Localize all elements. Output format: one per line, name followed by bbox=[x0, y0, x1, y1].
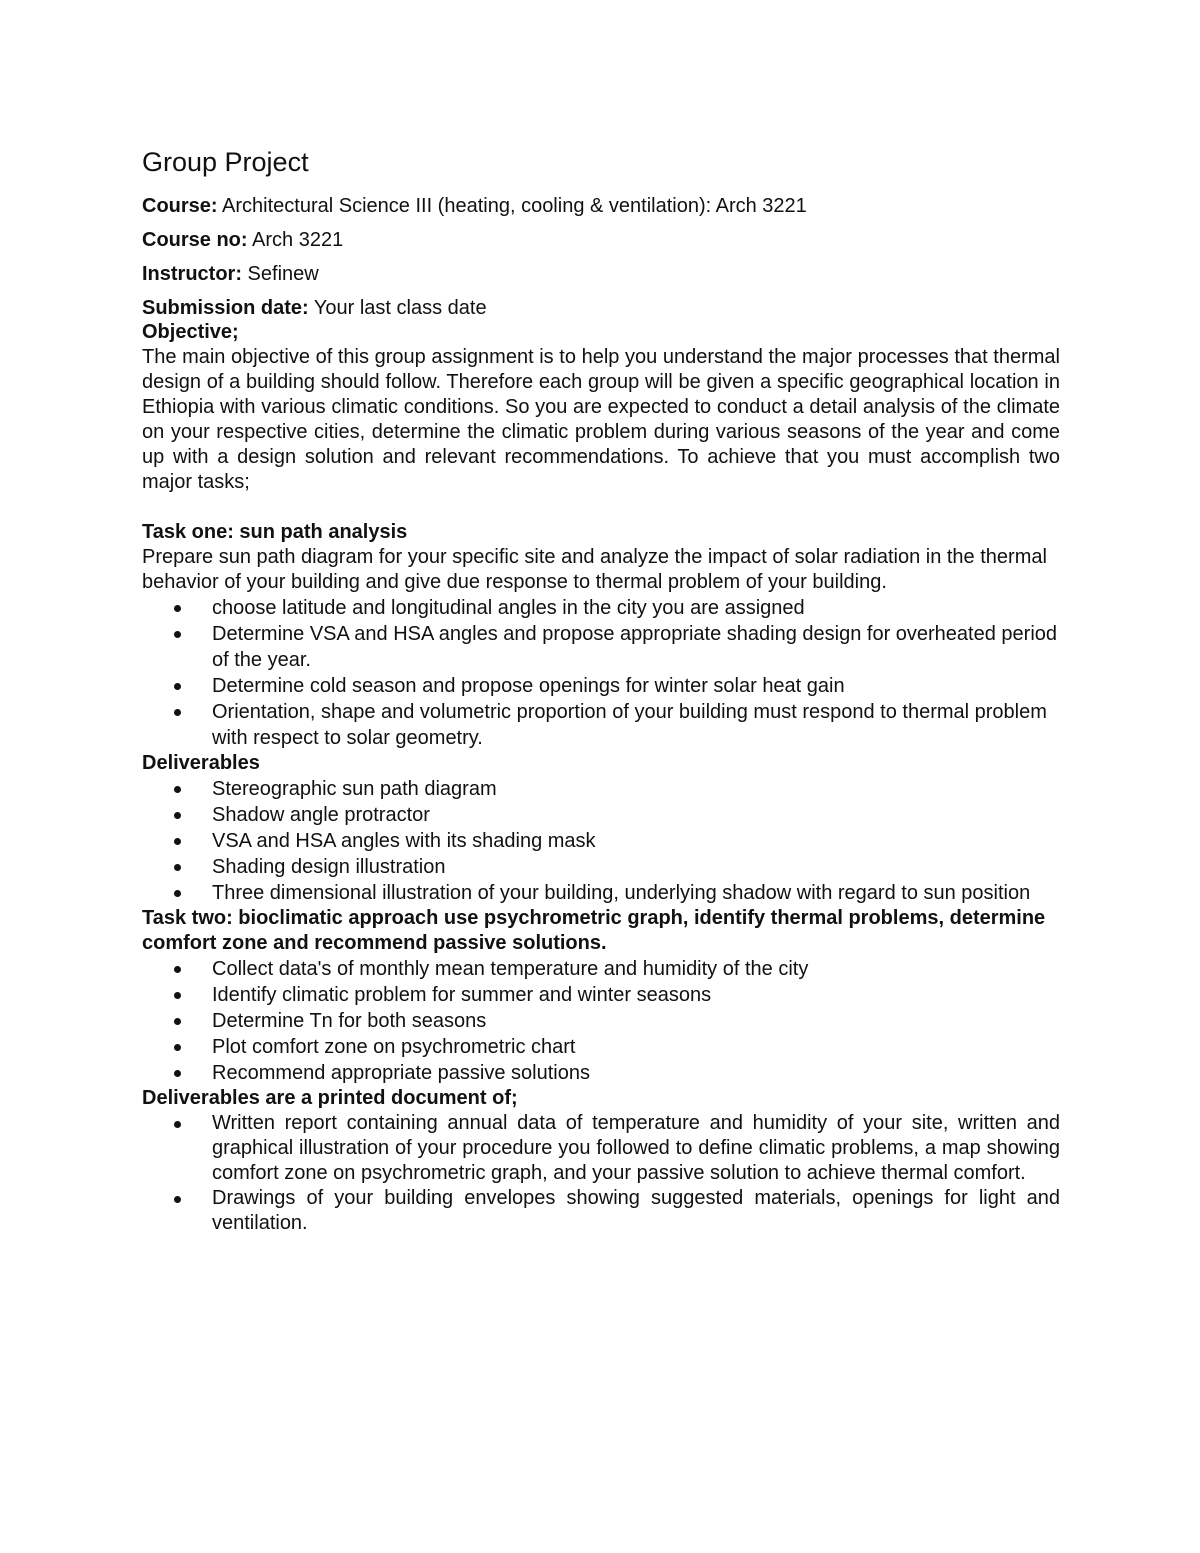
list-item-text: Drawings of your building envelopes showing suggested materials, openings for light and ventilation. bbox=[212, 1187, 1060, 1234]
bullet-icon bbox=[174, 966, 181, 973]
list-item bbox=[142, 595, 1060, 621]
deliverables-one-list bbox=[142, 776, 1060, 906]
deliverables-one-heading: Deliverables bbox=[142, 752, 260, 774]
course-line bbox=[142, 194, 1060, 218]
course-no-value: Arch 3221 bbox=[247, 229, 344, 251]
list-item bbox=[142, 880, 1060, 906]
list-item-text: Plot comfort zone on psychrometric chart bbox=[212, 1036, 576, 1058]
bullet-icon bbox=[174, 812, 181, 819]
bullet-icon bbox=[174, 631, 181, 638]
task-one-intro: Prepare sun path diagram for your specific site and analyze the impact of solar radiation in the thermal behavior of your building and give due response to thermal problem of your building. bbox=[142, 546, 1047, 593]
list-item bbox=[142, 621, 1060, 673]
list-item bbox=[142, 1008, 1060, 1034]
list-item bbox=[142, 699, 1060, 751]
deliverables-two-heading: Deliverables are a printed document of; bbox=[142, 1087, 518, 1109]
list-item-text: Orientation, shape and volumetric proportion of your building must respond to thermal problem with respect to solar geometry. bbox=[212, 701, 1047, 749]
bullet-icon bbox=[174, 605, 181, 612]
instructor-line bbox=[142, 262, 1060, 286]
list-item bbox=[142, 828, 1060, 854]
bullet-icon bbox=[174, 890, 181, 897]
submission-value: Your last class date bbox=[308, 297, 487, 319]
list-item-text: Recommend appropriate passive solutions bbox=[212, 1062, 590, 1084]
bullet-icon bbox=[174, 992, 181, 999]
list-item-text: Three dimensional illustration of your building, underlying shadow with regard to sun position bbox=[212, 882, 1031, 904]
list-item bbox=[142, 982, 1060, 1008]
list-item bbox=[142, 854, 1060, 880]
list-item bbox=[142, 1186, 1060, 1236]
list-item-text: Written report containing annual data of temperature and humidity of your site, written and graphical illustration of your procedure you followed to define climatic problems, a map showing comfort zone on psychrometric graph, and your passive solution to achieve thermal comfort. bbox=[212, 1112, 1060, 1184]
instructor-label: Instructor: bbox=[142, 263, 242, 285]
list-item-text: choose latitude and longitudinal angles in the city you are assigned bbox=[212, 597, 805, 619]
document-page bbox=[142, 142, 1060, 1236]
objective-text: The main objective of this group assignment is to help you understand the major processes that thermal design of a building should follow. Therefore each group will be given a specific geographical location in Ethiopia with various climatic conditions. So you are expected to conduct a detail analysis of the climate on your respective cities, determine the climatic problem during various seasons of the year and come up with a design solution and relevant recommendations. To achieve that you must accomplish two major tasks; bbox=[142, 346, 1060, 493]
section-spacer bbox=[142, 495, 1060, 520]
bullet-icon bbox=[174, 1196, 181, 1203]
list-item-text: Determine Tn for both seasons bbox=[212, 1010, 487, 1032]
list-item-text: Shading design illustration bbox=[212, 856, 446, 878]
task-two-heading: Task two: bioclimatic approach use psychrometric graph, identify thermal problems, determine comfort zone and recommend passive solutions. bbox=[142, 907, 1046, 954]
bullet-icon bbox=[174, 864, 181, 871]
submission-line bbox=[142, 296, 1060, 320]
task-one-heading: Task one: sun path analysis bbox=[142, 521, 408, 543]
list-item-text: Identify climatic problem for summer and winter seasons bbox=[212, 984, 712, 1006]
bullet-icon bbox=[174, 838, 181, 845]
list-item bbox=[142, 956, 1060, 982]
list-item bbox=[142, 776, 1060, 802]
list-item bbox=[142, 1111, 1060, 1186]
list-item-text: VSA and HSA angles with its shading mask bbox=[212, 830, 596, 852]
course-label: Course: bbox=[142, 195, 218, 217]
list-item-text: Determine VSA and HSA angles and propose appropriate shading design for overheated period of the year. bbox=[212, 623, 1058, 671]
bullet-icon bbox=[174, 786, 181, 793]
list-item bbox=[142, 673, 1060, 699]
document-title: Group Project bbox=[142, 147, 309, 177]
deliverables-two-list bbox=[142, 1111, 1060, 1236]
bullet-icon bbox=[174, 709, 181, 716]
bullet-icon bbox=[174, 1070, 181, 1077]
submission-label: Submission date: bbox=[142, 297, 309, 319]
list-item-text: Stereographic sun path diagram bbox=[212, 778, 497, 800]
course-value: Architectural Science III (heating, cooling & ventilation): Arch 3221 bbox=[217, 195, 807, 217]
objective-heading: Objective; bbox=[142, 321, 239, 343]
bullet-icon bbox=[174, 1121, 181, 1128]
list-item bbox=[142, 1034, 1060, 1060]
list-item-text: Determine cold season and propose openings for winter solar heat gain bbox=[212, 675, 845, 697]
task-one-list bbox=[142, 595, 1060, 751]
list-item bbox=[142, 802, 1060, 828]
bullet-icon bbox=[174, 1044, 181, 1051]
list-item-text: Collect data's of monthly mean temperature and humidity of the city bbox=[212, 958, 809, 980]
list-item-text: Shadow angle protractor bbox=[212, 804, 430, 826]
course-no-label: Course no: bbox=[142, 229, 248, 251]
task-two-list bbox=[142, 956, 1060, 1086]
list-item bbox=[142, 1060, 1060, 1086]
course-no-line bbox=[142, 228, 1060, 252]
instructor-value: Sefinew bbox=[242, 263, 319, 285]
bullet-icon bbox=[174, 1018, 181, 1025]
bullet-icon bbox=[174, 683, 181, 690]
